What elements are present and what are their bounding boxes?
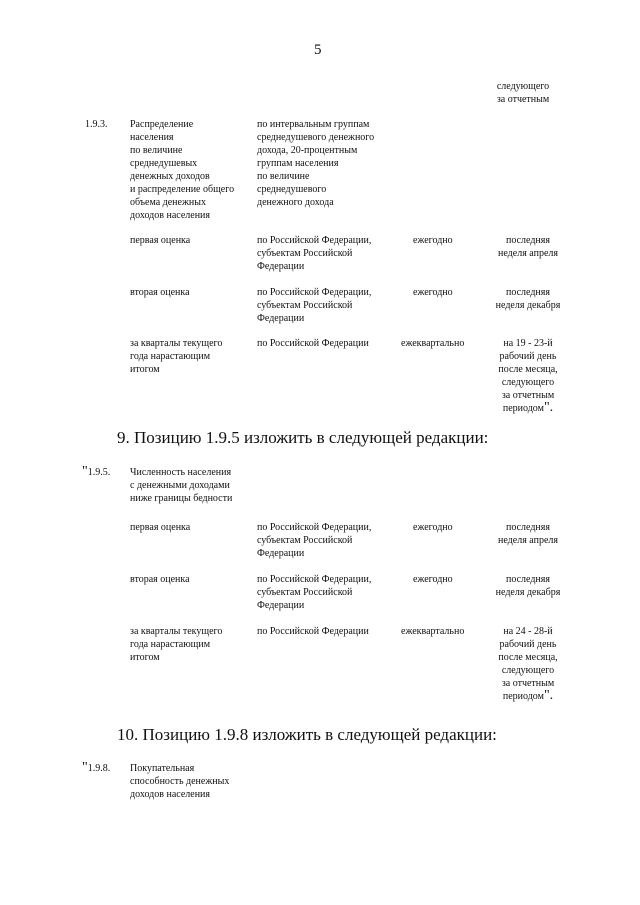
row-name-line: итогом (130, 652, 160, 663)
row-level (257, 286, 392, 325)
breakdown-line: дохода, 20-процентным (257, 145, 358, 156)
title-line: среднедушевых (130, 158, 198, 169)
deadline-line: последняя (506, 287, 550, 298)
section-heading: 10. Позицию 1.9.8 изложить в следующей редакции: (117, 725, 497, 744)
page-number: 5 (314, 42, 322, 58)
item-number-text: 1.9.5. (87, 467, 111, 478)
title-line: по величине (130, 145, 183, 156)
deadline-line: рабочий день (499, 639, 557, 650)
row-period: ежегодно (413, 287, 453, 298)
row-deadline (478, 625, 578, 703)
deadline-line: после месяца, (498, 364, 558, 375)
deadline-text: периодом (502, 691, 544, 702)
deadline-line: на 19 - 23-й (503, 338, 553, 349)
row-level-line: по Российской Федерации (257, 626, 369, 637)
opening-quote: " (82, 760, 88, 775)
title-line: доходов населения (130, 210, 210, 221)
title-line: ниже границы бедности (130, 493, 233, 504)
item-number: 1.9.3. (85, 119, 108, 130)
top-fragment (478, 80, 568, 106)
row-period: ежегодно (413, 235, 453, 246)
deadline-line (478, 402, 578, 415)
row-name (130, 286, 255, 299)
deadline-line: за отчетным (501, 678, 555, 689)
row-deadline (478, 521, 578, 547)
row-period: ежегодно (413, 574, 453, 585)
row-level (257, 234, 392, 273)
breakdown-line: среднедушевого (257, 184, 327, 195)
deadline-line: последняя (506, 235, 550, 246)
top-fragment-line: за отчетным (496, 94, 550, 105)
deadline-line: следующего (501, 377, 555, 388)
title-line: денежных доходов (130, 171, 210, 182)
breakdown-line: группам населения (257, 158, 339, 169)
section-heading: 9. Позицию 1.9.5 изложить в следующей редакции: (117, 428, 489, 447)
item-breakdown (257, 118, 392, 209)
row-period: ежеквартально (401, 338, 465, 349)
row-level-line: субъектам Российской (257, 535, 353, 546)
row-name-line: первая оценка (130, 522, 191, 533)
row-level-line: по Российской Федерации, (257, 287, 372, 298)
item-number (82, 466, 110, 479)
closing-quote: ". (543, 688, 554, 703)
closing-quote: ". (543, 400, 554, 415)
deadline-line: на 24 - 28-й (503, 626, 553, 637)
title-line: Покупательная (130, 763, 195, 774)
row-name-line: года нарастающим (130, 639, 211, 650)
title-line: и распределение общего (130, 184, 235, 195)
deadline-line: последняя (506, 574, 550, 585)
opening-quote: " (82, 464, 88, 479)
row-name (130, 573, 255, 586)
title-line: объема денежных (130, 197, 206, 208)
item-title (130, 762, 255, 801)
row-deadline (478, 337, 578, 415)
deadline-line (478, 690, 578, 703)
breakdown-line: денежного дохода (257, 197, 334, 208)
row-level-line: субъектам Российской (257, 587, 353, 598)
row-name-line: первая оценка (130, 235, 191, 246)
row-level-line: Федерации (257, 313, 305, 324)
deadline-line: неделя апреля (498, 248, 558, 259)
deadline-line: неделя декабря (495, 300, 561, 311)
row-deadline (478, 573, 578, 599)
row-name-line: за кварталы текущего (130, 338, 223, 349)
row-level-line: по Российской Федерации, (257, 235, 372, 246)
item-number (82, 762, 110, 775)
row-level-line: субъектам Российской (257, 300, 353, 311)
row-level-line: по Российской Федерации (257, 338, 369, 349)
row-level-line: Федерации (257, 548, 305, 559)
breakdown-line: по величине (257, 171, 310, 182)
title-line: способность денежных (130, 776, 230, 787)
deadline-line: после месяца, (498, 652, 558, 663)
row-name (130, 234, 255, 247)
row-level-line: по Российской Федерации, (257, 574, 372, 585)
row-level (257, 521, 392, 560)
row-name-line: года нарастающим (130, 351, 211, 362)
row-level-line: Федерации (257, 261, 305, 272)
row-name-line: за кварталы текущего (130, 626, 223, 637)
row-period: ежеквартально (401, 626, 465, 637)
row-name (130, 521, 255, 534)
item-title (130, 466, 255, 505)
row-deadline (478, 234, 578, 260)
deadline-line: рабочий день (499, 351, 557, 362)
title-line: населения (130, 132, 174, 143)
title-line: с денежными доходами (130, 480, 230, 491)
title-line: Численность населения (130, 467, 232, 478)
row-name (130, 337, 255, 376)
breakdown-line: по интервальным группам (257, 119, 370, 130)
deadline-line: за отчетным (501, 390, 555, 401)
deadline-text: периодом (502, 403, 544, 414)
title-line: доходов населения (130, 789, 210, 800)
row-deadline (478, 286, 578, 312)
deadline-line: последняя (506, 522, 550, 533)
top-fragment-line: следующего (496, 81, 550, 92)
row-level (257, 625, 392, 638)
row-level-line: субъектам Российской (257, 248, 353, 259)
item-title (130, 118, 255, 222)
row-level-line: Федерации (257, 600, 305, 611)
deadline-line: следующего (501, 665, 555, 676)
row-level-line: по Российской Федерации, (257, 522, 372, 533)
row-name (130, 625, 255, 664)
deadline-line: неделя апреля (498, 535, 558, 546)
row-name-line: итогом (130, 364, 160, 375)
deadline-line: неделя декабря (495, 587, 561, 598)
row-name-line: вторая оценка (130, 574, 190, 585)
row-period: ежегодно (413, 522, 453, 533)
title-line: Распределение (130, 119, 194, 130)
item-number-text: 1.9.8. (87, 763, 111, 774)
row-name-line: вторая оценка (130, 287, 190, 298)
row-level (257, 337, 392, 350)
row-level (257, 573, 392, 612)
breakdown-line: среднедушевого денежного (257, 132, 375, 143)
